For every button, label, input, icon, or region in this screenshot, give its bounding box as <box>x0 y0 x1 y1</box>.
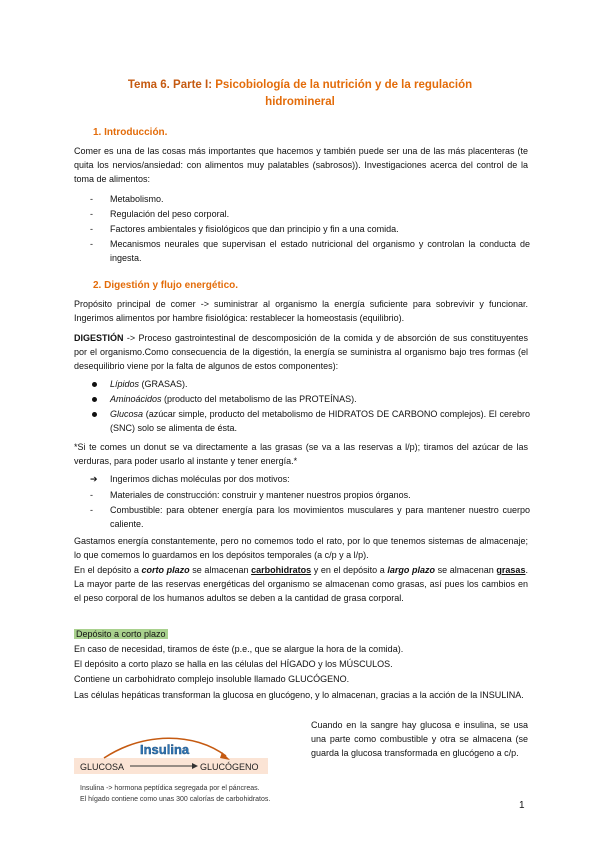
deposito-heading: Depósito a corto plazo <box>76 629 166 639</box>
section-heading-introduccion: 1. Introducción. <box>93 127 168 138</box>
page-number: 1 <box>519 800 525 811</box>
list-dash: - <box>90 505 93 515</box>
side-paragraph: Cuando en la sangre hay glucosa e insulina, se usa una parte como combustible y otra se almacena (se guarda la glucosa transformada en glucógeno a c/p. <box>311 720 528 758</box>
deposito-line: Las células hepáticas transforman la glucosa en glucógeno, y lo almacenan, gracias a la acción de la INSULINA. <box>74 690 524 700</box>
motive-item: Materiales de construcción: construir y mantener nuestros propios órganos. <box>110 490 411 500</box>
list-dash: - <box>90 209 93 219</box>
glucose-glycogen-diagram <box>74 736 306 806</box>
bullet-dot <box>92 412 97 417</box>
list-item: Regulación del peso corporal. <box>110 209 230 219</box>
bullet-dot <box>92 397 97 402</box>
list-dash: - <box>90 239 93 249</box>
purpose-paragraph: Propósito principal de comer -> suministrar al organismo la energía suficiente para sobrevivir y funcionar. Ingerimos alimentos por hambre fisiológica: restablecer la homeostasis (equilibrio). <box>74 299 528 323</box>
list-item: Mecanismos neurales que supervisan el estado nutricional del organismo y controlan la conducta de ingesta. <box>110 239 530 263</box>
diagram-hormone-label: Insulina <box>140 742 190 757</box>
section-heading-digestion: 2. Digestión y flujo energético. <box>93 280 239 291</box>
diagram-from-label: GLUCOSA <box>80 762 125 772</box>
digestion-paragraph <box>74 331 528 373</box>
deposito-line: El depósito a corto plazo se halla en las células del HÍGADO y los MÚSCULOS. <box>74 659 393 669</box>
motive-item: Combustible: para obtener energía para los movimientos musculares y para mantener nuestro cuerpo caliente. <box>110 505 530 529</box>
diagram-to-label: GLUCÓGENO <box>200 762 259 772</box>
deposit-paragraph: En el depósito a corto plazo se almacenan carbohidratos y en el depósito a largo plazo se almacenan grasas. La mayor parte de las reservas energéticas del organismo se almacenan como grasas, así pues los cambios en el peso corporal de los humanos adultos se deben a la cantidad de grasa corporal. <box>74 565 528 603</box>
list-item: Factores ambientales y fisiológicos que dan principio y fin a una comida. <box>110 224 399 234</box>
title-lead: Tema 6. Parte I: <box>127 79 216 91</box>
deposito-line: En caso de necesidad, tiramos de éste (p.e., que se alargue la hora de la comida). <box>74 644 404 654</box>
title-line1: Psicobiología de la nutrición y de la regulación <box>215 79 473 91</box>
list-dash: - <box>90 194 93 204</box>
arrow-item: Ingerimos dichas moléculas por dos motivos: <box>110 474 290 484</box>
bullet-dot <box>92 382 97 387</box>
storage-paragraph: Gastamos energía constantemente, pero no comemos todo el rato, por lo que tenemos sistemas de almacenaje; lo que comemos lo guardamos en los depósitos temporales (a c/p y a l/p). <box>74 536 528 560</box>
diagram-caption-1: Insulina -> hormona peptídica segregada por el páncreas. <box>80 785 260 792</box>
title-line2: hidromineral <box>265 96 335 108</box>
document-title <box>0 77 600 111</box>
list-dash: - <box>90 224 93 234</box>
bullet-item: Aminoácidos (producto del metabolismo de las PROTEÍNAS). <box>110 394 357 404</box>
intro-paragraph: Comer es una de las cosas más importantes que hacemos y también puede ser una de las más placenteras (te quita los nervios/ansiedad: con alimentos muy palatables (sabrosos)). Investigaciones acerca del control de la toma de alimentos: <box>74 146 528 184</box>
donut-note: *Si te comes un donut se va directamente a las grasas (se va a las reservas a l/p); tiramos del azúcar de las verduras, para poder usarlo al instante y tener energía.* <box>74 442 528 466</box>
list-item: Metabolismo. <box>110 194 164 204</box>
deposito-line: Contiene un carbohidrato complejo insoluble llamado GLUCÓGENO. <box>74 674 350 684</box>
arrow-icon: ➔ <box>90 474 98 484</box>
bullet-item: Glucosa (azúcar simple, producto del metabolismo de HIDRATOS DE CARBONO complejos). El cerebro (SNC) solo se alimenta de ésta. <box>110 409 530 433</box>
digestion-text: -> Proceso gastrointestinal de descomposición de la comida y de absorción de sus constituyentes por el organismo.Como consecuencia de la digestión, la energía se suministra al organismo bajo tres formas (el desequilibrio viene por la falta de algunos de estos componentes): <box>74 333 528 371</box>
list-dash: - <box>90 490 93 500</box>
digestion-term: DIGESTIÓN <box>74 333 124 343</box>
bullet-item: Lípidos (GRASAS). <box>110 379 188 389</box>
diagram-caption-2: El hígado contiene como unas 300 calorías de carbohidratos. <box>80 796 271 803</box>
